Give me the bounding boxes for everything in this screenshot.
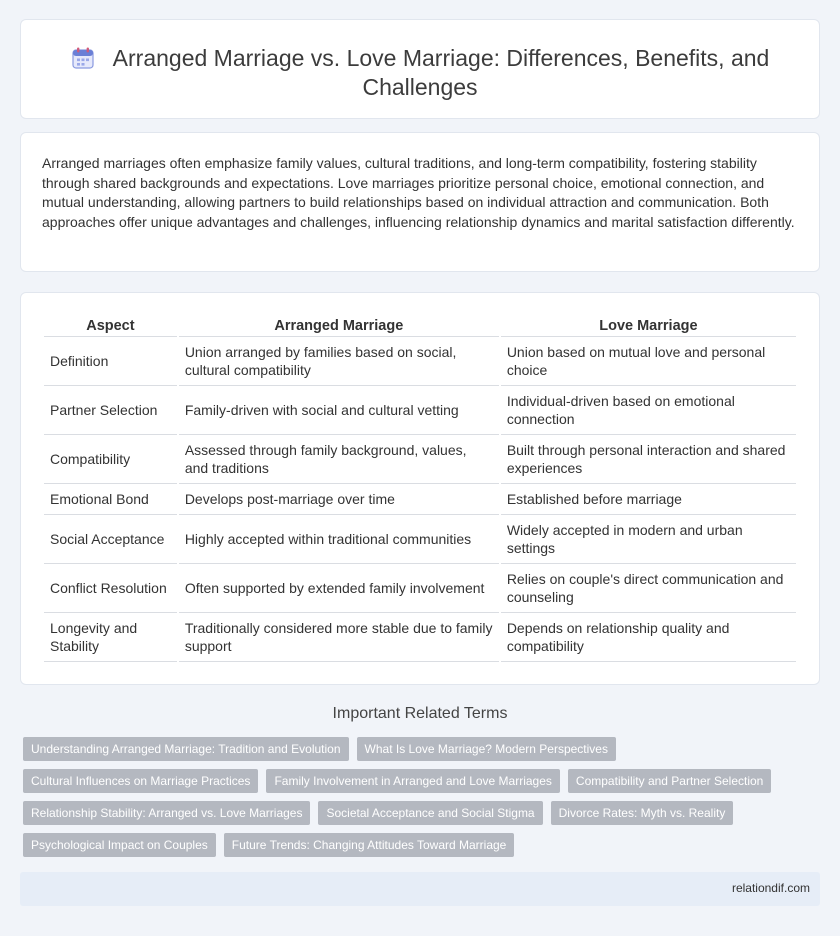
related-terms-heading: Important Related Terms: [332, 705, 508, 722]
table-row: [44, 515, 796, 564]
table-row: [44, 337, 796, 386]
cell-arranged: Develops post-marriage over time: [179, 484, 499, 515]
cell-love: Established before marriage: [501, 484, 796, 515]
table-row: [44, 564, 796, 613]
comparison-table-card: [20, 292, 820, 685]
table-row: [44, 386, 796, 435]
header-aspect: Aspect: [44, 315, 177, 337]
related-term-tag[interactable]: Psychological Impact on Couples: [23, 833, 216, 857]
cell-aspect: Conflict Resolution: [44, 564, 177, 613]
cell-aspect: Emotional Bond: [44, 484, 177, 515]
related-term-tag[interactable]: Cultural Influences on Marriage Practices: [23, 769, 258, 793]
cell-aspect: Social Acceptance: [44, 515, 177, 564]
table-header-row: [44, 315, 796, 337]
table-row: [44, 435, 796, 484]
cell-love: Union based on mutual love and personal choice: [501, 337, 796, 386]
related-term-tag[interactable]: Understanding Arranged Marriage: Tradition and Evolution: [23, 737, 349, 761]
page-title: Arranged Marriage vs. Love Marriage: Differences, Benefits, and Challenges: [112, 45, 770, 100]
related-term-tag[interactable]: Compatibility and Partner Selection: [568, 769, 771, 793]
cell-arranged: Highly accepted within traditional communities: [179, 515, 499, 564]
cell-love: Individual-driven based on emotional connection: [501, 386, 796, 435]
cell-aspect: Longevity and Stability: [44, 613, 177, 662]
table-row: [44, 484, 796, 515]
related-term-tag[interactable]: Family Involvement in Arranged and Love Marriages: [266, 769, 559, 793]
cell-love: Widely accepted in modern and urban settings: [501, 515, 796, 564]
cell-arranged: Often supported by extended family involvement: [179, 564, 499, 613]
cell-arranged: Traditionally considered more stable due to family support: [179, 613, 499, 662]
cell-arranged: Family-driven with social and cultural vetting: [179, 386, 499, 435]
summary-card: [20, 132, 820, 272]
header-arranged-marriage: Arranged Marriage: [179, 315, 499, 337]
footer-site-link[interactable]: relationdif.com: [731, 881, 810, 895]
header-card: [20, 19, 820, 119]
related-term-tag[interactable]: Relationship Stability: Arranged vs. Love Marriages: [23, 801, 310, 825]
table-row: [44, 613, 796, 662]
cell-arranged: Union arranged by families based on social, cultural compatibility: [179, 337, 499, 386]
summary-paragraph: Arranged marriages often emphasize family values, cultural traditions, and long-term compatibility, fostering stability through shared backgrounds and expectations. Love marriages prioritize personal choice, emotional connection, and mutual understanding, allowing partners to build relationships based on individual attraction and communication. Both approaches offer unique advantages and challenges, influencing relationship dynamics and marital satisfaction differently.: [42, 155, 795, 230]
comparison-table: [42, 315, 798, 662]
header-love-marriage: Love Marriage: [501, 315, 796, 337]
related-term-tag[interactable]: Future Trends: Changing Attitudes Toward Marriage: [224, 833, 515, 857]
cell-aspect: Compatibility: [44, 435, 177, 484]
cell-aspect: Definition: [44, 337, 177, 386]
page-title-row: [21, 44, 819, 102]
footer-bar: [20, 872, 820, 906]
calendar-icon: [71, 46, 95, 70]
related-terms-list: [23, 737, 783, 857]
cell-love: Built through personal interaction and shared experiences: [501, 435, 796, 484]
related-term-tag[interactable]: What Is Love Marriage? Modern Perspectives: [357, 737, 616, 761]
cell-aspect: Partner Selection: [44, 386, 177, 435]
cell-love: Relies on couple's direct communication and counseling: [501, 564, 796, 613]
cell-arranged: Assessed through family background, values, and traditions: [179, 435, 499, 484]
cell-love: Depends on relationship quality and compatibility: [501, 613, 796, 662]
related-term-tag[interactable]: Divorce Rates: Myth vs. Reality: [551, 801, 734, 825]
related-term-tag[interactable]: Societal Acceptance and Social Stigma: [318, 801, 542, 825]
